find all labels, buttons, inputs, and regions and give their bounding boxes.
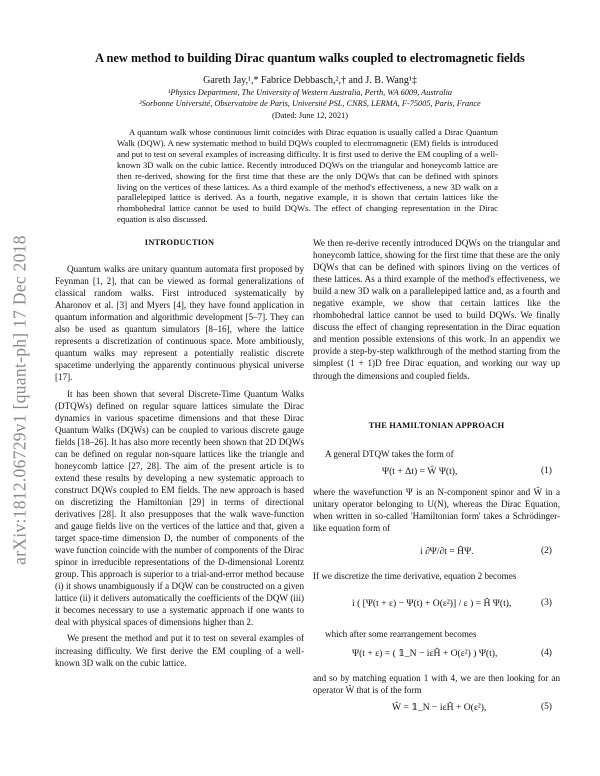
equation-2-number: (2)	[541, 546, 552, 556]
arxiv-sidebar	[8, 200, 32, 600]
affiliation-2: ²Sorbonne Université, Observatoire de Paris, Université PSL, CNRS, LERMA, F-75005, Paris, France	[139, 99, 481, 108]
intro-continuation: We then re-derive recently introduced DQWs on the triangular and honeycomb lattice, showing for the first time that these are the only DQWs that can be defined with spinors living on the vertices of these lattices. As a third example of the method's effectiveness, we build a new 3D walk on a parallelepiped lattice and, as a fourth and negative example, we show that certain lattices like the rhombohedral lattice cannot be used to build DQWs. We finally discuss the effect of changing representation in the Dirac equation and mention possible extensions of this work. In an appendix we provide a step-by-step walkthrough of the method starting from the simplest (1 + 1)D free Dirac equation, and working our way up through the dimensions and coupled fields.	[313, 238, 560, 381]
intro-paragraph-3: We present the method and put it to test on several examples of increasing difficulty. We first derive the EM coupling of a well-known 3D walk on the cubic lattice.	[55, 633, 304, 668]
equation-2: i ∂Ψ/∂t = ĤΨ.	[420, 546, 474, 557]
intro-paragraph-2: It has been shown that several Discrete-Time Quantum Walks (DTQWs) defined on regular square lattices simulate the Dirac dynamics in various spacetime dimensions and that these Dirac Quantum Walks (DQWs) can be coupled to various discrete gauge fields [18–26]. It has also more recently been shown that 2D DQWs can be defined on regular non-square lattices like the triangle and honeycomb lattice [27, 28]. The aim of the present article is to extend these results by developing a new systematic approach to construct DQWs coupled to EM fields. The new approach is based on discretizing the Hamiltonian [29] in terms of directional derivatives [28]. It also presupposes that the walk wave-function and gauge fields live on the vertices of the lattice and that, given a target space-time dimension D, the number of components of the wave function coincide with the number of components of the Dirac spinor in irreducible representations of the D-dimensional Lorentz group. This approach is superior to a trial-and-error method because (i) it shows unambiguously if a DQW can be constructed on a given lattice (ii) it delivers automatically the coefficients of the DQW (iii) it becomes necessary to use a systematic approach if one wants to deal with physical spaces of dimensions higher than 2.	[55, 388, 304, 628]
dated-line: (Dated: June 12, 2021)	[271, 111, 349, 120]
right-column-intro	[313, 237, 560, 382]
equation-1: Ψ(t + Δt) = Ŵ Ψ(t),	[382, 466, 458, 477]
hamiltonian-text-2: where the wavefunction Ψ is an N-component spinor and Ŵ in a unitary operator belonging to U(N), whereas the Dirac Equation, when written in so-called 'Hamiltonian form' takes a Schrödinger-like equation form of	[313, 487, 560, 534]
section-heading-hamiltonian: THE HAMILTONIAN APPROACH	[368, 421, 505, 430]
equation-3: i ( [Ψ(t + ε) − Ψ(t) + O(ε²)] / ε ) = Ĥ Ψ(t),	[352, 598, 512, 609]
hamiltonian-text-4: which after some rearrangement becomes	[325, 629, 477, 639]
section-heading-introduction: INTRODUCTION	[144, 238, 215, 247]
equation-1-number: (1)	[541, 466, 552, 476]
author-list: Gareth Jay,¹,* Fabrice Debbasch,²,† and J. B. Wang¹‡	[203, 75, 417, 86]
equation-3-number: (3)	[541, 598, 552, 608]
equation-4: Ψ(t + ε) = ( 𝟙_N − iεĤ + O(ε²) ) Ψ(t),	[352, 648, 498, 659]
equation-4-number: (4)	[541, 648, 552, 658]
intro-paragraph-1: Quantum walks are unitary quantum automata first proposed by Feynman [1, 2], that can be viewed as formal generalizations of classical random walks. First introduced systematically by Aharonov et al. [3] and Myers [4], they have found application in quantum information and algorithmic development [5–7]. They can also be used as quantum simulators [8–16], where the lattice represents a discretization of continuous space. More ambitiously, quantum walks may represent a potentially realistic discrete spacetime underlying the apparently continuous physical universe [17].	[55, 264, 304, 383]
hamiltonian-text-5: and so by matching equation 1 with 4, we are then looking for an operator Ŵ that is of the form	[313, 673, 560, 696]
affiliation-1: ¹Physics Department, The University of Western Australia, Perth, WA 6009, Australia	[167, 88, 453, 97]
abstract: A quantum walk whose continuous limit coincides with Dirac equation is usually called a Dirac Quantum Walk (DQW). A new systematic method to build DQWs coupled to electromagnetic (EM) fields is introduced and put to test on several examples of increasing difficulty. It is first used to derive the EM coupling of a well-known 3D walk on the cubic lattice. Recently introduced DQWs on the triangular and honeycomb lattice are then re-derived, showing for the first time that these are the only DQWs that can be defined with spinors living on the vertices of these lattices. As a third example of the method's effectiveness, a new 3D walk on a parallelepiped lattice is derived. As a fourth, negative example, it is shown that certain lattices like the rhombohedral lattice cannot be used to build DQWs. The effect of changing representation in the Dirac equation is also discussed.	[117, 127, 498, 225]
paper-title: A new method to building Dirac quantum walks coupled to electromagnetic fields	[95, 51, 525, 65]
hamiltonian-text-1: A general DTQW takes the form of	[325, 449, 454, 459]
equation-5-number: (5)	[541, 702, 552, 712]
equation-5: Ŵ = 𝟙_N − iεĤ + O(ε²),	[392, 702, 487, 713]
left-column	[55, 237, 304, 669]
hamiltonian-text-3: If we discretize the time derivative, equation 2 becomes	[313, 571, 517, 581]
arxiv-identifier: arXiv:1812.06729v1 [quant-ph] 17 Dec 2018	[9, 235, 30, 565]
